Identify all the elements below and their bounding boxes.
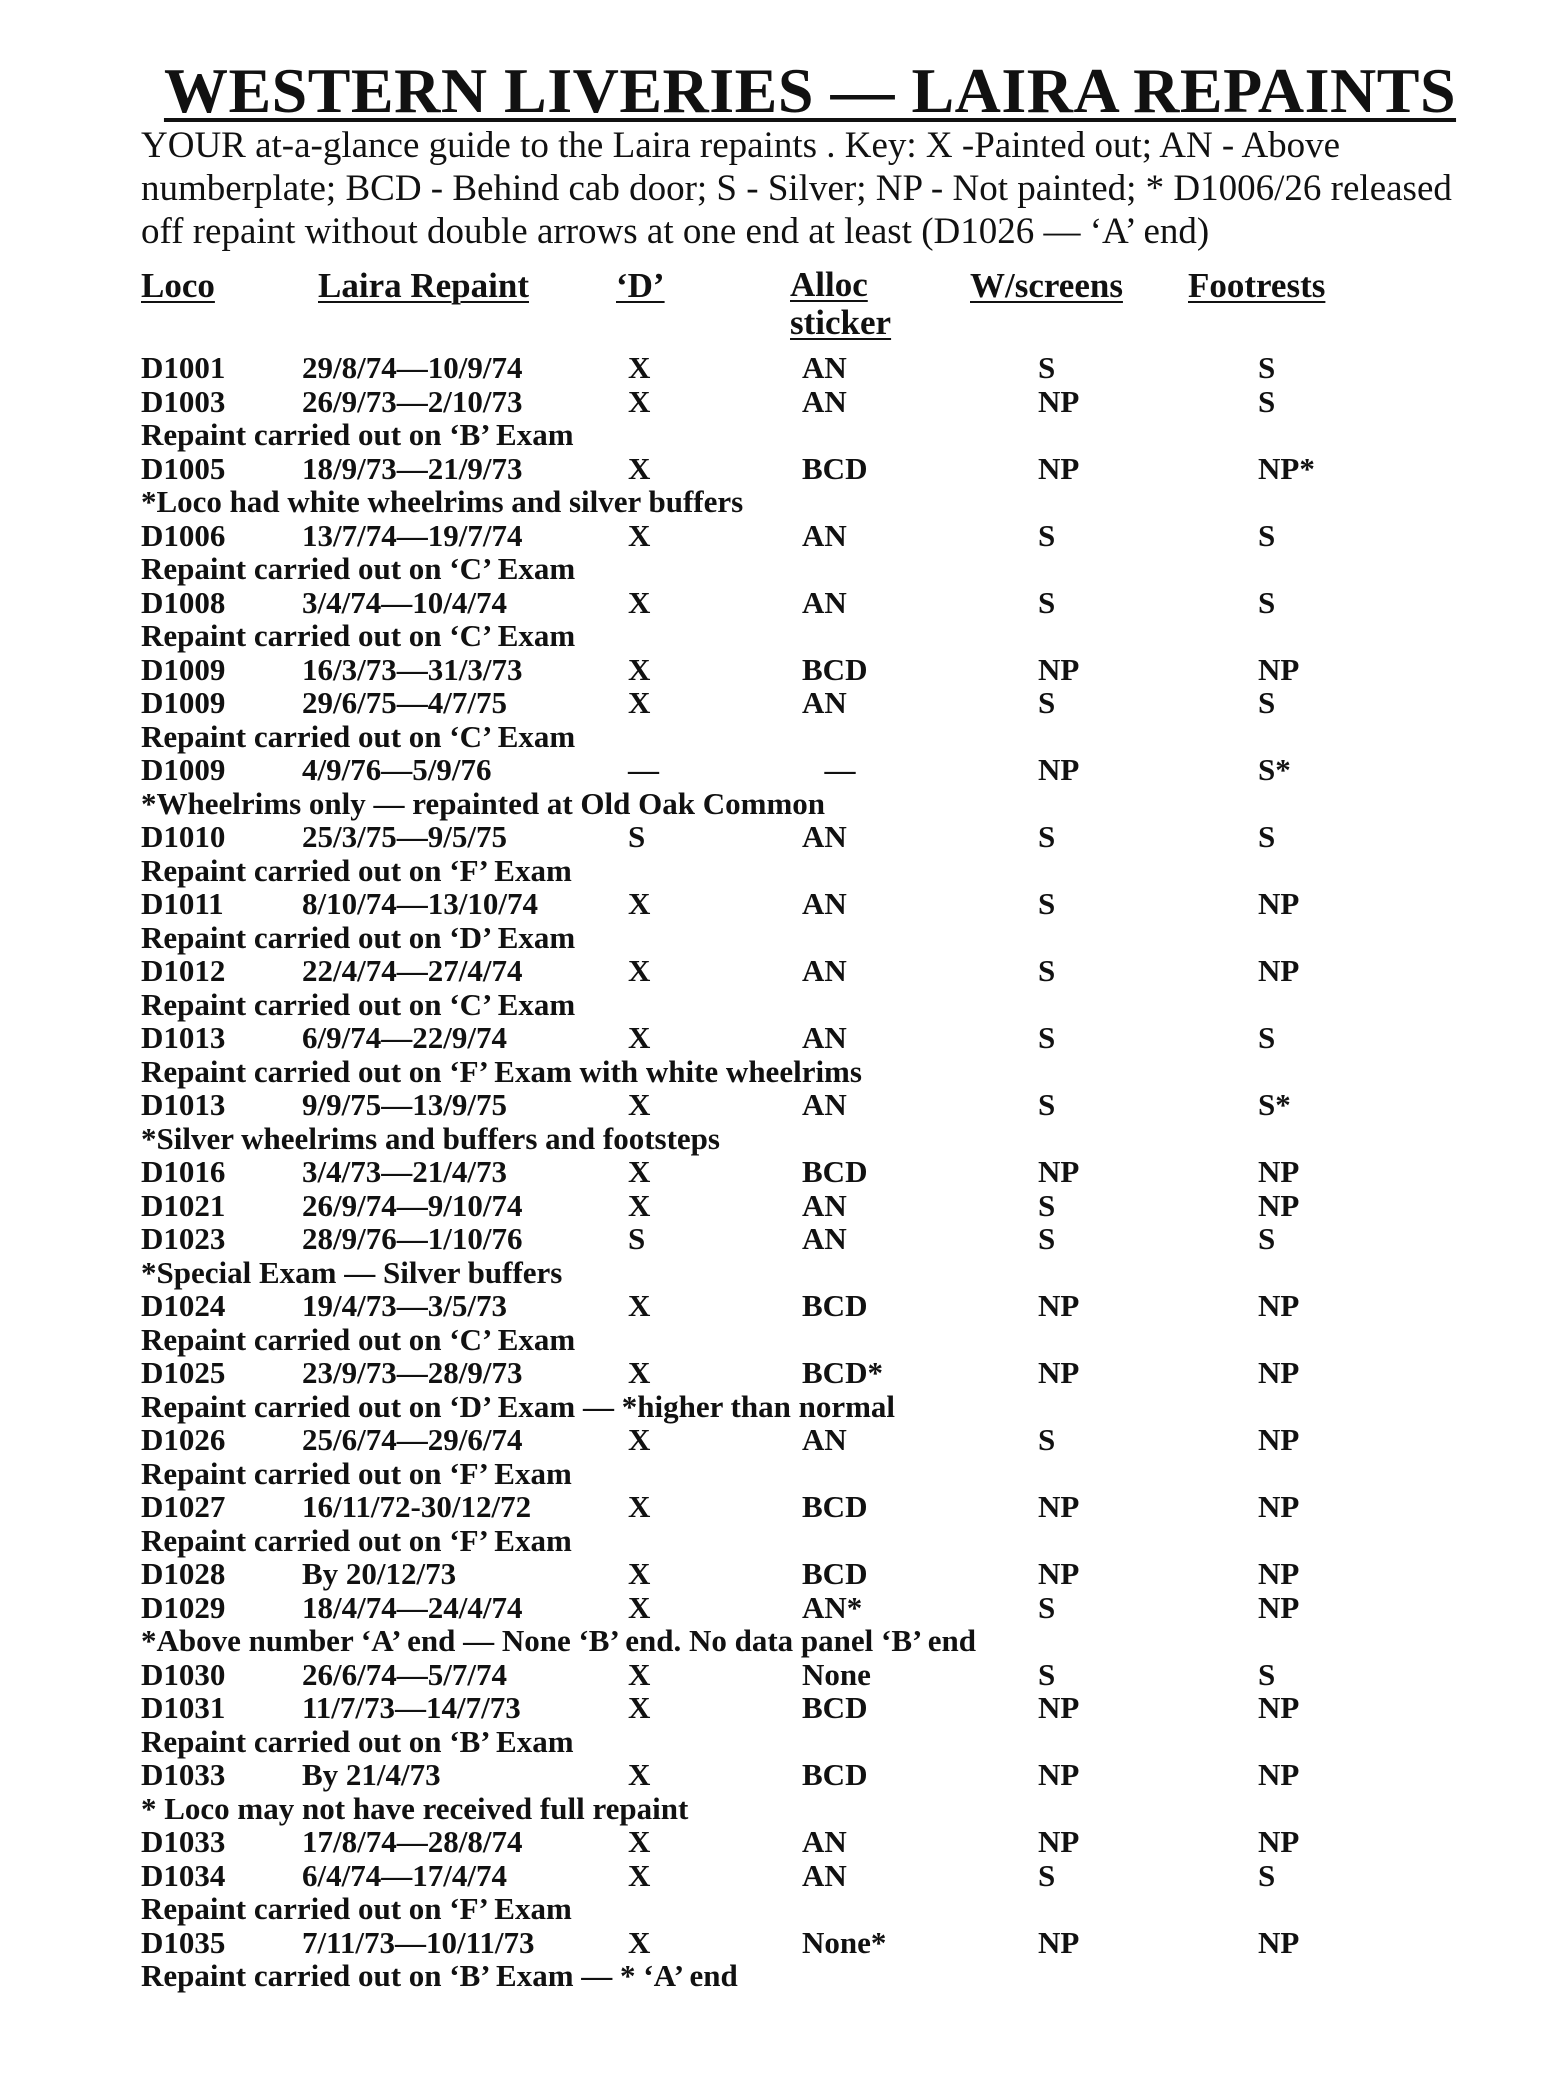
cell-wscreens: NP [1038,1556,1080,1591]
cell-alloc-sticker: None* [802,1925,887,1960]
cell-repaint-date: By 21/4/73 [302,1757,441,1792]
cell-repaint-date: 18/9/73—21/9/73 [302,451,523,486]
cell-footrests: S [1258,685,1276,720]
header-alloc-line2: sticker [790,303,892,342]
cell-repaint-date: 8/10/74—13/10/74 [302,886,538,921]
table-row [0,1188,1542,1222]
cell-repaint-date: 13/7/74—19/7/74 [302,518,523,553]
cell-wscreens: NP [1038,1925,1080,1960]
cell-d: S [628,819,646,854]
cell-alloc-sticker: AN [802,1188,847,1223]
cell-repaint-date: 26/6/74—5/7/74 [302,1657,507,1692]
note-row: Repaint carried out on ‘B’ Exam [141,417,574,452]
table-row [0,1087,1542,1121]
note-row: Repaint carried out on ‘D’ Exam [141,920,576,955]
cell-alloc-sticker: AN [802,1020,847,1055]
cell-alloc-sticker: AN [802,1422,847,1457]
cell-loco: D1029 [141,1590,226,1625]
cell-d: X [628,652,651,687]
table-row [0,1221,1542,1255]
cell-repaint-date: 7/11/73—10/11/73 [302,1925,535,1960]
cell-loco: D1003 [141,384,226,419]
cell-alloc-sticker: BCD [802,451,868,486]
cell-d: X [628,1925,651,1960]
cell-wscreens: S [1038,1590,1056,1625]
cell-d: S [628,1221,646,1256]
table-row [0,585,1542,619]
cell-wscreens: S [1038,518,1056,553]
cell-alloc-sticker: BCD [802,1556,868,1591]
cell-footrests: S [1258,384,1276,419]
cell-repaint-date: 9/9/75—13/9/75 [302,1087,507,1122]
note-row: Repaint carried out on ‘F’ Exam [141,1523,572,1558]
cell-alloc-sticker: AN [802,1087,847,1122]
cell-d: X [628,886,651,921]
cell-loco: D1008 [141,585,226,620]
table-row [0,1154,1542,1188]
table-row [0,1925,1542,1959]
cell-alloc-sticker: BCD* [802,1355,883,1390]
cell-wscreens: S [1038,350,1056,385]
cell-repaint-date: 3/4/73—21/4/73 [302,1154,507,1189]
cell-repaint-date: 29/6/75—4/7/75 [302,685,507,720]
cell-alloc-sticker: AN [802,685,847,720]
cell-repaint-date: 25/6/74—29/6/74 [302,1422,523,1457]
table-row [0,752,1542,786]
cell-wscreens: NP [1038,384,1080,419]
cell-repaint-date: 16/3/73—31/3/73 [302,652,523,687]
cell-repaint-date: 6/9/74—22/9/74 [302,1020,507,1055]
cell-footrests: NP [1258,1590,1300,1625]
cell-wscreens: NP [1038,752,1080,787]
note-row: Repaint carried out on ‘C’ Exam [141,551,576,586]
cell-alloc-sticker: AN [802,819,847,854]
header-footrests: Footrests [1188,266,1326,305]
table-row [0,953,1542,987]
cell-d: X [628,1188,651,1223]
cell-loco: D1035 [141,1925,226,1960]
header-alloc-line1: Alloc [790,265,868,304]
cell-footrests: S* [1258,1087,1291,1122]
cell-d: X [628,1556,651,1591]
cell-wscreens: S [1038,1221,1056,1256]
cell-alloc-sticker: BCD [802,1288,868,1323]
cell-repaint-date: 23/9/73—28/9/73 [302,1355,523,1390]
table-row [0,1489,1542,1523]
intro-paragraph: YOUR at-a-glance guide to the Laira repaints . Key: X -Painted out; AN - Above numberplate; BCD - Behind cab door; S - Silver; NP - Not painted; * D1006/26 released off repaint without double arrows at one end at least (D1026 — ‘A’ end) [141,125,1452,252]
cell-footrests: S [1258,518,1276,553]
table-row [0,384,1542,418]
cell-repaint-date: 6/4/74—17/4/74 [302,1858,507,1893]
table-row [0,1757,1542,1791]
cell-footrests: S [1258,1221,1276,1256]
cell-wscreens: S [1038,819,1056,854]
cell-footrests: NP [1258,886,1300,921]
cell-d: X [628,1590,651,1625]
cell-d: X [628,685,651,720]
cell-loco: D1025 [141,1355,226,1390]
cell-loco: D1005 [141,451,226,486]
cell-footrests: S [1258,1858,1276,1893]
note-row: Repaint carried out on ‘F’ Exam with white wheelrims [141,1054,862,1089]
cell-loco: D1009 [141,685,226,720]
cell-loco: D1016 [141,1154,226,1189]
note-row: Repaint carried out on ‘D’ Exam — *higher than normal [141,1389,896,1424]
note-row: Repaint carried out on ‘B’ Exam [141,1724,574,1759]
cell-alloc-sticker: AN [802,1858,847,1893]
cell-wscreens: NP [1038,1690,1080,1725]
table-row [0,518,1542,552]
cell-loco: D1006 [141,518,226,553]
cell-loco: D1027 [141,1489,226,1524]
cell-footrests: NP [1258,1925,1300,1960]
cell-alloc-sticker: AN [802,1824,847,1859]
cell-alloc-sticker: AN [802,886,847,921]
cell-d: X [628,953,651,988]
table-row [0,819,1542,853]
cell-wscreens: S [1038,1087,1056,1122]
cell-alloc-sticker: AN* [802,1590,863,1625]
cell-wscreens: NP [1038,1355,1080,1390]
cell-d: X [628,1020,651,1055]
header-loco: Loco [141,266,215,305]
cell-alloc-sticker: AN [802,384,847,419]
cell-loco: D1010 [141,819,226,854]
note-row: *Special Exam — Silver buffers [141,1255,563,1290]
cell-alloc-sticker: AN [802,953,847,988]
cell-loco: D1034 [141,1858,226,1893]
table-row [0,1824,1542,1858]
cell-alloc-sticker: BCD [802,1690,868,1725]
cell-loco: D1011 [141,886,224,921]
cell-wscreens: S [1038,1422,1056,1457]
cell-footrests: S* [1258,752,1291,787]
cell-d: X [628,350,651,385]
cell-d: X [628,1422,651,1457]
cell-d: — [628,752,659,787]
note-row: Repaint carried out on ‘C’ Exam [141,987,576,1022]
cell-footrests: S [1258,1657,1276,1692]
table-row [0,1657,1542,1691]
cell-wscreens: NP [1038,1288,1080,1323]
cell-repaint-date: 19/4/73—3/5/73 [302,1288,507,1323]
cell-loco: D1021 [141,1188,226,1223]
cell-alloc-sticker: AN [802,1221,847,1256]
cell-d: X [628,585,651,620]
note-row: Repaint carried out on ‘C’ Exam [141,719,576,754]
cell-repaint-date: 3/4/74—10/4/74 [302,585,507,620]
page-title: WESTERN LIVERIES — LAIRA REPAINTS [163,55,1457,126]
cell-d: X [628,1657,651,1692]
cell-footrests: NP [1258,1556,1300,1591]
header-alloc-sticker [790,266,891,342]
cell-footrests: NP [1258,1188,1300,1223]
note-row: *Above number ‘A’ end — None ‘B’ end. No data panel ‘B’ end [141,1623,977,1658]
cell-repaint-date: 16/11/72-30/12/72 [302,1489,532,1524]
note-row: *Wheelrims only — repainted at Old Oak Common [141,786,826,821]
cell-d: X [628,1824,651,1859]
header-wscreens: W/screens [970,266,1123,305]
cell-loco: D1024 [141,1288,226,1323]
cell-loco: D1009 [141,752,226,787]
cell-repaint-date: 26/9/74—9/10/74 [302,1188,523,1223]
cell-alloc-sticker: AN [802,350,847,385]
cell-alloc-sticker: BCD [802,652,868,687]
table-row [0,1690,1542,1724]
cell-repaint-date: 4/9/76—5/9/76 [302,752,492,787]
table-row [0,1288,1542,1322]
cell-footrests: NP [1258,1489,1300,1524]
cell-alloc-sticker: AN [802,518,847,553]
cell-loco: D1031 [141,1690,226,1725]
cell-loco: D1012 [141,953,226,988]
cell-repaint-date: 18/4/74—24/4/74 [302,1590,523,1625]
cell-wscreens: S [1038,685,1056,720]
note-row: Repaint carried out on ‘B’ Exam — * ‘A’ end [141,1958,738,1993]
cell-wscreens: S [1038,1657,1056,1692]
cell-d: X [628,1154,651,1189]
cell-wscreens: NP [1038,1154,1080,1189]
cell-loco: D1023 [141,1221,226,1256]
cell-wscreens: NP [1038,1757,1080,1792]
table-row [0,1556,1542,1590]
note-row: Repaint carried out on ‘C’ Exam [141,618,576,653]
cell-loco: D1033 [141,1757,226,1792]
note-row: *Silver wheelrims and buffers and footsteps [141,1121,720,1156]
table-row [0,1355,1542,1389]
cell-d: X [628,451,651,486]
cell-footrests: NP [1258,953,1300,988]
cell-repaint-date: 17/8/74—28/8/74 [302,1824,523,1859]
cell-repaint-date: By 20/12/73 [302,1556,457,1591]
cell-d: X [628,384,651,419]
note-row: Repaint carried out on ‘F’ Exam [141,853,572,888]
cell-footrests: NP [1258,1690,1300,1725]
note-row: *Loco had white wheelrims and silver buffers [141,484,744,519]
cell-footrests: NP [1258,652,1300,687]
cell-d: X [628,1757,651,1792]
table-row [0,451,1542,485]
table-row [0,685,1542,719]
cell-wscreens: NP [1038,652,1080,687]
cell-d: X [628,1288,651,1323]
cell-loco: D1026 [141,1422,226,1457]
cell-footrests: S [1258,819,1276,854]
cell-loco: D1033 [141,1824,226,1859]
cell-loco: D1028 [141,1556,226,1591]
cell-loco: D1013 [141,1087,226,1122]
cell-alloc-sticker: BCD [802,1757,868,1792]
note-row: * Loco may not have received full repaint [141,1791,689,1826]
cell-repaint-date: 25/3/75—9/5/75 [302,819,507,854]
cell-wscreens: NP [1038,451,1080,486]
cell-footrests: NP* [1258,451,1315,486]
cell-d: X [628,1690,651,1725]
cell-footrests: S [1258,350,1276,385]
cell-wscreens: S [1038,886,1056,921]
cell-wscreens: S [1038,585,1056,620]
cell-repaint-date: 29/8/74—10/9/74 [302,350,523,385]
table-row [0,1590,1542,1624]
cell-d: X [628,1087,651,1122]
cell-alloc-sticker: — [824,752,856,787]
cell-d: X [628,1858,651,1893]
cell-repaint-date: 11/7/73—14/7/73 [302,1690,521,1725]
header-laira-repaint: Laira Repaint [318,266,529,305]
cell-footrests: S [1258,585,1276,620]
cell-wscreens: S [1038,1858,1056,1893]
cell-repaint-date: 22/4/74—27/4/74 [302,953,523,988]
cell-alloc-sticker: BCD [802,1489,868,1524]
cell-repaint-date: 26/9/73—2/10/73 [302,384,523,419]
table-row [0,1422,1542,1456]
cell-wscreens: S [1038,1188,1056,1223]
cell-footrests: S [1258,1020,1276,1055]
table-row [0,886,1542,920]
cell-footrests: NP [1258,1422,1300,1457]
cell-loco: D1001 [141,350,226,385]
cell-footrests: NP [1258,1154,1300,1189]
cell-footrests: NP [1258,1355,1300,1390]
cell-footrests: NP [1258,1288,1300,1323]
note-row: Repaint carried out on ‘C’ Exam [141,1322,576,1357]
header-d: ‘D’ [616,266,665,305]
cell-loco: D1030 [141,1657,226,1692]
cell-footrests: NP [1258,1824,1300,1859]
cell-footrests: NP [1258,1757,1300,1792]
cell-loco: D1009 [141,652,226,687]
note-row: Repaint carried out on ‘F’ Exam [141,1891,572,1926]
table-row [0,652,1542,686]
cell-repaint-date: 28/9/76—1/10/76 [302,1221,523,1256]
cell-alloc-sticker: AN [802,585,847,620]
cell-d: X [628,1489,651,1524]
note-row: Repaint carried out on ‘F’ Exam [141,1456,572,1491]
cell-wscreens: NP [1038,1489,1080,1524]
cell-alloc-sticker: BCD [802,1154,868,1189]
table-row [0,1858,1542,1892]
cell-loco: D1013 [141,1020,226,1055]
cell-wscreens: NP [1038,1824,1080,1859]
cell-d: X [628,518,651,553]
table-row [0,350,1542,384]
table-row [0,1020,1542,1054]
cell-alloc-sticker: None [802,1657,871,1692]
cell-wscreens: S [1038,953,1056,988]
cell-d: X [628,1355,651,1390]
cell-wscreens: S [1038,1020,1056,1055]
